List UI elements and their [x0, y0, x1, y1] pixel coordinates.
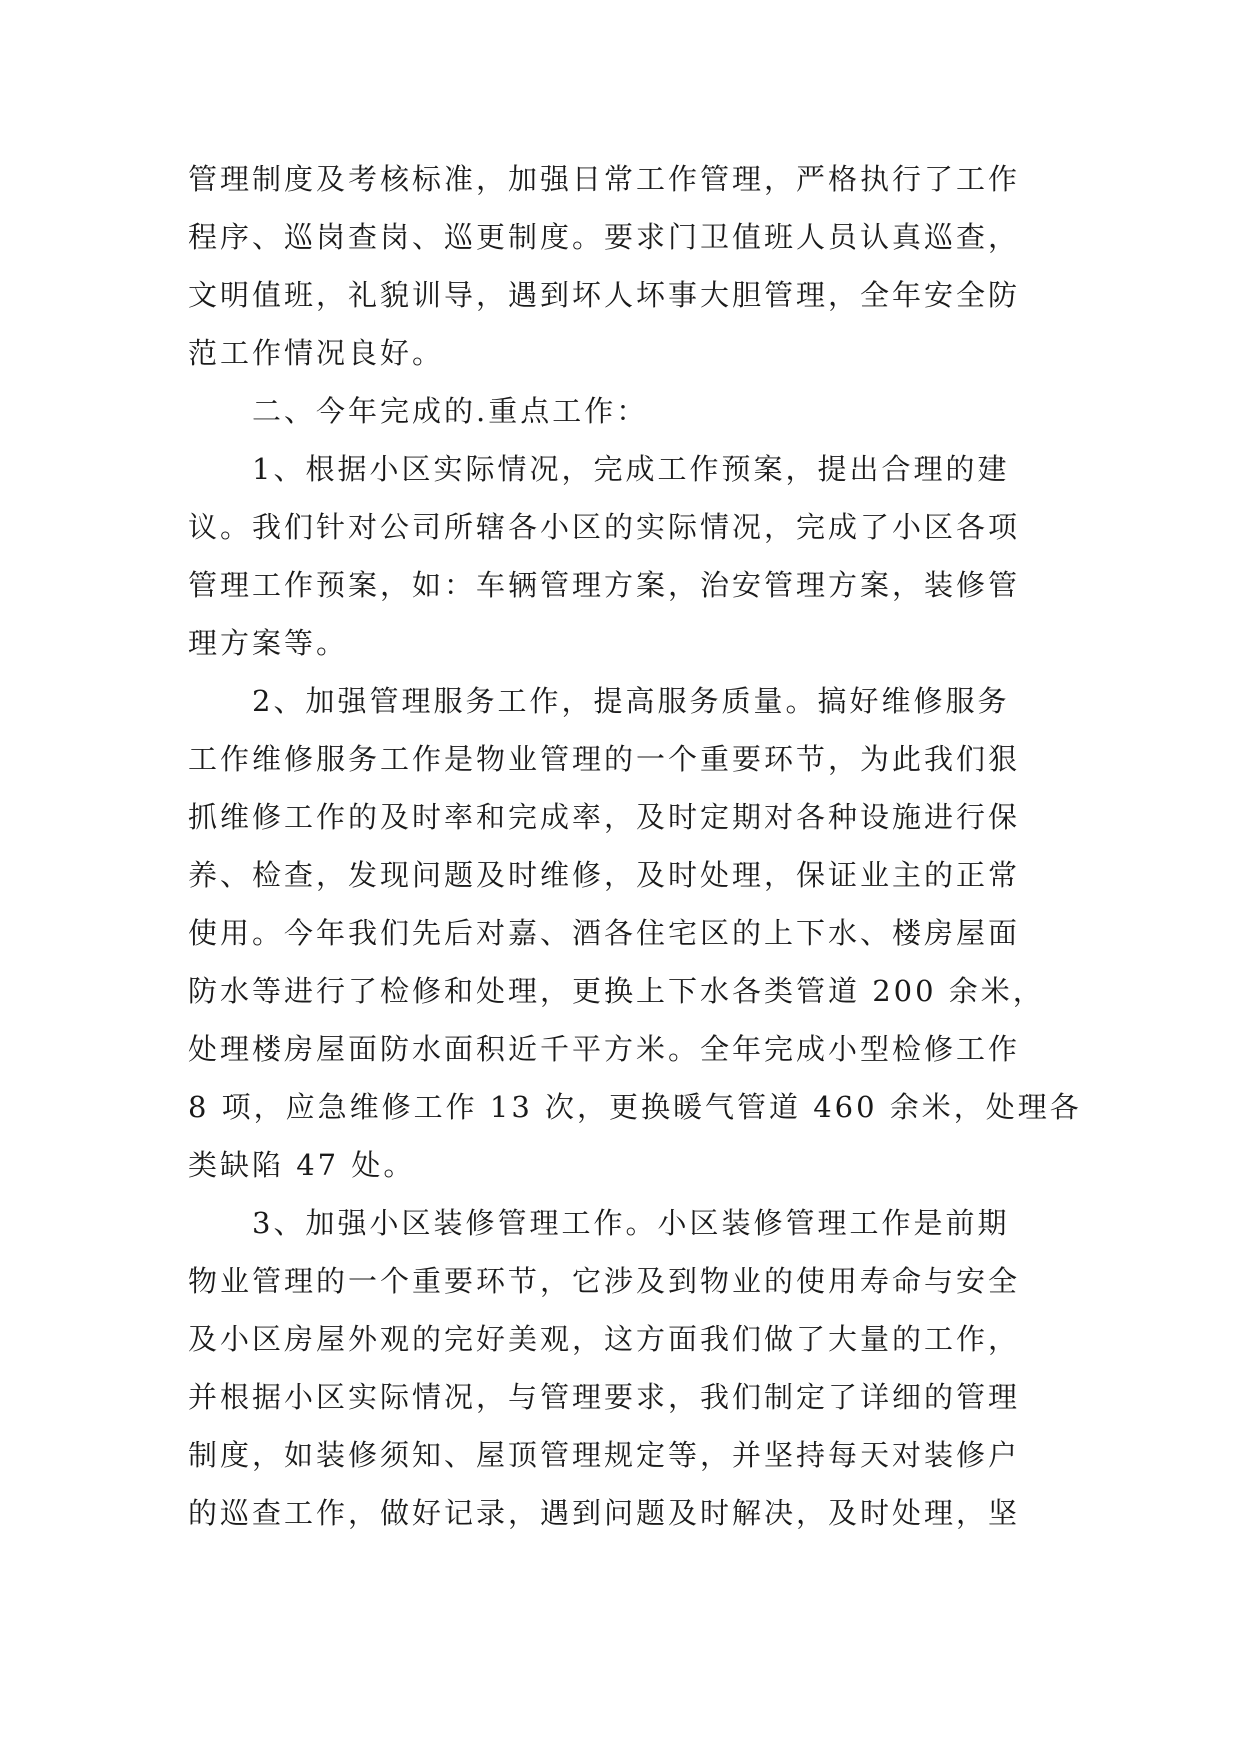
text-line: 议。我们针对公司所辖各小区的实际情况，完成了小区各项	[188, 510, 1021, 544]
text-line: 物业管理的一个重要环节，它涉及到物业的使用寿命与安全	[188, 1264, 1021, 1298]
text-line: 文明值班，礼貌训导，遇到坏人坏事大胆管理，全年安全防	[188, 278, 1021, 312]
text-line: 处理楼房屋面防水面积近千平方米。全年完成小型检修工作	[188, 1032, 1021, 1066]
text-line: 8 项，应急维修工作 13 次，更换暖气管道 460 余米，处理各	[188, 1090, 1082, 1124]
text-line: 范工作情况良好。	[188, 336, 445, 370]
text-line: 及小区房屋外观的完好美观，这方面我们做了大量的工作，	[188, 1322, 1021, 1356]
text-line: 工作维修服务工作是物业管理的一个重要环节，为此我们狠	[188, 742, 1021, 776]
paragraph-start: 3、加强小区装修管理工作。小区装修管理工作是前期	[252, 1206, 1010, 1240]
section-heading: 二、今年完成的.重点工作：	[252, 394, 649, 428]
text-line: 的巡查工作，做好记录，遇到问题及时解决，及时处理，坚	[188, 1496, 1021, 1530]
text-line: 制度，如装修须知、屋顶管理规定等，并坚持每天对装修户	[188, 1438, 1021, 1472]
text-line: 养、检查，发现问题及时维修，及时处理，保证业主的正常	[188, 858, 1021, 892]
text-line: 抓维修工作的及时率和完成率，及时定期对各种设施进行保	[188, 800, 1021, 834]
paragraph-start: 2、加强管理服务工作，提高服务质量。搞好维修服务	[252, 684, 1010, 718]
text-line: 管理工作预案，如：车辆管理方案，治安管理方案，装修管	[188, 568, 1021, 602]
text-line: 并根据小区实际情况，与管理要求，我们制定了详细的管理	[188, 1380, 1021, 1414]
text-line: 防水等进行了检修和处理，更换上下水各类管道 200 余米，	[188, 974, 1045, 1008]
document-body	[188, 150, 1082, 1542]
text-line: 使用。今年我们先后对嘉、酒各住宅区的上下水、楼房屋面	[188, 916, 1021, 950]
text-line: 理方案等。	[188, 626, 349, 660]
text-line: 程序、巡岗查岗、巡更制度。要求门卫值班人员认真巡查，	[188, 220, 1021, 254]
paragraph-start: 1、根据小区实际情况，完成工作预案，提出合理的建	[252, 452, 1010, 486]
text-line: 管理制度及考核标准，加强日常工作管理，严格执行了工作	[188, 162, 1021, 196]
text-line: 类缺陷 47 处。	[188, 1148, 416, 1182]
